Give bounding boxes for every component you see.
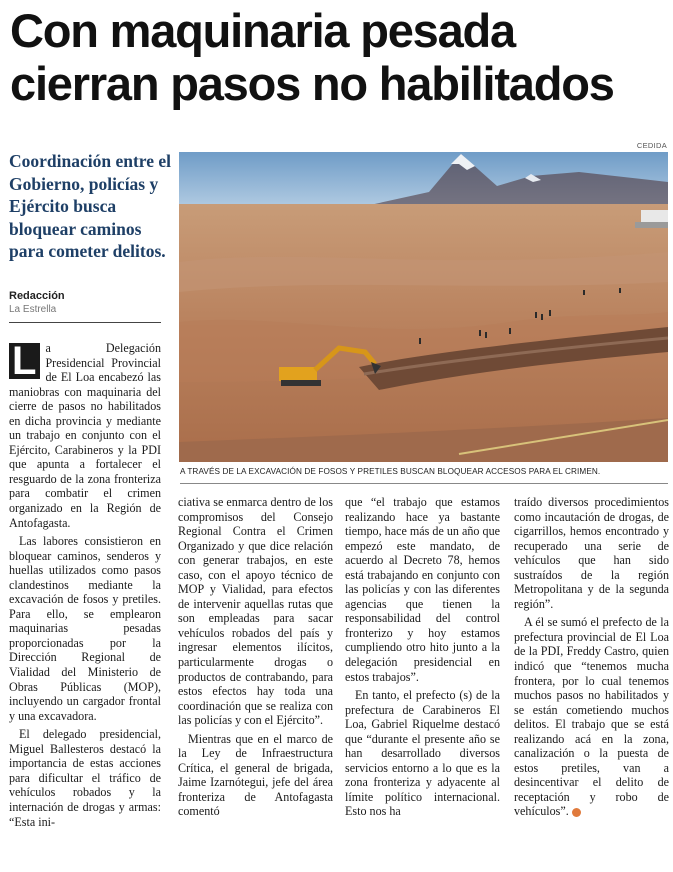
paragraph: En tanto, el prefecto (s) de la prefectura de Carabineros El Loa, Gabriel Riquelme destacó que “durante el presente año se han desarrollado diversos servicios entorno a lo que es la zona fronteriza y adyacente al límite político internacional. Esto nos ha [345, 688, 500, 819]
end-of-article-icon [572, 808, 581, 817]
article-column-4 [514, 495, 669, 823]
byline: Redacción [9, 290, 65, 302]
paragraph: L a Delegación Presidencial Provincial de El Loa encabezó las maniobras con maquinaria del cierre de pasos no habilitados en dicha provincia y mediante un trabajo en conjunto con el Ejército, Carabineros y la PDI que apunta a fortalecer el resguardo de la zona fronteriza para combatir el crimen organizado en la Región de Antofagasta. [9, 339, 161, 530]
paragraph: El delegado presidencial, Miguel Ballesteros destacó la importancia de estas acciones para dificultar el tráfico de vehículos robados y la internación de drogas y armas: “Esta ini- [9, 727, 161, 829]
headline: Con maquinaria pesada cierran pasos no habilitados [10, 4, 614, 110]
paragraph: Mientras que en el marco de la Ley de Infraestructura Crítica, el general de brigada, Jaime Izarnótegui, jefe del área fronteriza de Antofagasta comentó [178, 731, 333, 819]
paragraph: ciativa se enmarca dentro de los compromisos del Consejo Regional Contra el Crimen Organizado y que dice relación con generar trabajos, en este caso, con el apoyo técnico de MOP y Vialidad, para efectos de intervenir aquellas rutas que son empleadas para sacar vehículos robados del país y ingresar elementos ilícitos, particularmente drogas o productos de contrabando, para estos efectos hay toda una coordinación que se realiza con las policías y con el Ejército”. [178, 495, 333, 728]
paragraph: traído diversos procedimientos como incautación de drogas, de cigarrillos, hemos encontrado y recuperado una serie de vehículos que han sido sustraídos de la región Metropolitana y de la segunda región”. [514, 495, 669, 611]
paragraph: que “el trabajo que estamos realizando hace ya bastante tiempo, hace más de un año que empezó este mandato, de acuerdo al Decreto 78, hemos está trabajando en conjunto con las policías y con las diferentes agencias que tienen la responsabilidad del control fronterizo y hoy estamos cumpliendo otro hito junto a la delegación presidencial en estos trabajos”. [345, 495, 500, 684]
photo-caption: A TRAVÉS DE LA EXCAVACIÓN DE FOSOS Y PRETILES BUSCAN BLOQUEAR ACCESOS PARA EL CRIMEN. [180, 467, 601, 476]
drop-cap: L [9, 343, 40, 379]
paragraph: A él se sumó el prefecto de la prefectura provincial de El Loa de la PDI, Freddy Castro, quien indicó que “tenemos mucha frontera, por lo cual tenemos muchos pasos no habilitados y se están cometiendo muchos delitos. El trabajo que se está realizando acá en la zona, canalización o la puesta de estos pretiles, van a desincentivar el delito de receptación y robo de vehículos”. [514, 615, 669, 819]
article-column-3 [345, 495, 500, 823]
paragraph: Las labores consistieron en bloquear caminos, senderos y huellas utilizados como pasos clandestinos mediante la excavación de fosos y pretiles. Para ello, se emplearon maquinarias pesadas proporcionadas por la Dirección Regional de Vialidad del Ministerio de Obras Públicas (MOP), incluyendo un cargador frontal y una excavadora. [9, 534, 161, 723]
article-column-1 [9, 341, 161, 833]
caption-divider [180, 483, 668, 484]
article-photo [179, 152, 668, 462]
byline-divider [9, 322, 161, 323]
photo-credit: CEDIDA [636, 141, 667, 150]
deck-subtitle: Coordinación entre el Gobierno, policías y Ejército busca bloquear caminos para cometer delitos. [9, 151, 172, 261]
article-column-2 [178, 495, 333, 823]
byline-source: La Estrella [9, 304, 57, 315]
desert-excavation-illustration [179, 152, 668, 462]
